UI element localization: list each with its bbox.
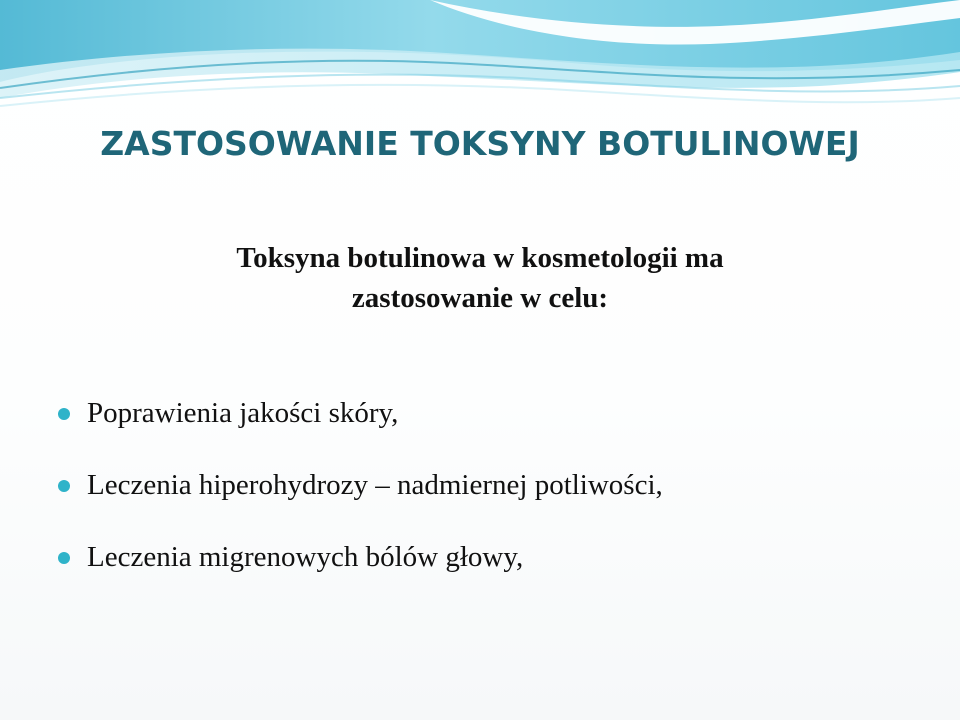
bullet-item-3: [58, 536, 918, 578]
bullet-dot-icon: [58, 408, 70, 420]
bullet-text: Leczenia hiperohydrozy – nadmiernej potliwości,: [87, 468, 663, 501]
bullet-dot-icon: [58, 552, 70, 564]
subtitle-line-1: Toksyna botulinowa w kosmetologii ma: [236, 242, 724, 274]
bullet-list: [58, 392, 918, 608]
slide-subtitle: [80, 238, 880, 318]
bullet-item-2: [58, 464, 918, 506]
bullet-text: Poprawienia jakości skóry,: [87, 396, 399, 429]
bullet-item-1: [58, 392, 918, 434]
bullet-text: Leczenia migrenowych bólów głowy,: [87, 540, 524, 573]
decorative-wave-header: [0, 0, 960, 120]
bullet-dot-icon: [58, 480, 70, 492]
subtitle-line-2: zastosowanie w celu:: [351, 282, 609, 314]
slide-title: ZASTOSOWANIE TOKSYNY BOTULINOWEJ: [100, 124, 860, 163]
